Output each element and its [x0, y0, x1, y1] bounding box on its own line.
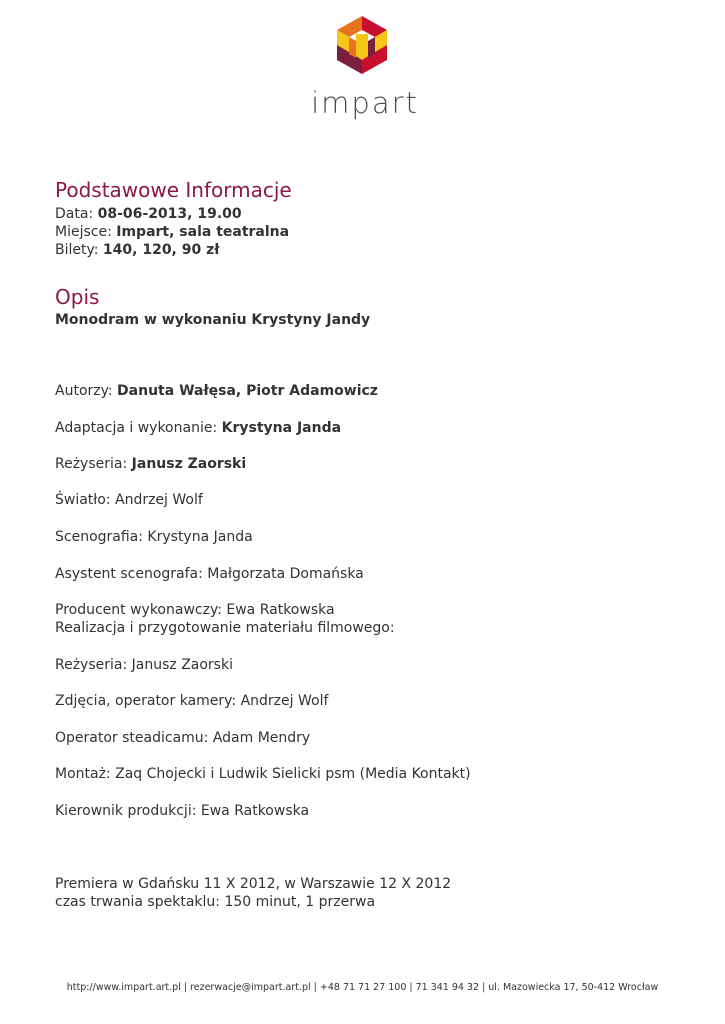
description-subtitle-text: Monodram w wykonaniu Krystyny Jandy: [55, 312, 371, 328]
description-subtitle: [55, 311, 370, 329]
footer-separator: |: [482, 982, 486, 993]
footer-phone-2: 71 341 94 32: [415, 982, 480, 993]
footer-separator: |: [409, 982, 413, 993]
footer-contact: [0, 982, 725, 993]
producer-line: Producent wykonawczy: Ewa Ratkowska: [55, 602, 335, 618]
impart-logo-wordmark: impart: [311, 86, 419, 120]
steadicam-line: Operator steadicamu: Adam Mendry: [55, 730, 311, 746]
basic-info-heading: Podstawowe Informacje: [55, 178, 292, 202]
light-line: Światło: Andrzej Wolf: [55, 492, 203, 508]
place-line: [55, 223, 289, 241]
footer-separator: |: [183, 982, 188, 993]
footer-email-link[interactable]: rezerwacje@impart.art.pl: [190, 982, 311, 993]
editing-line: Montaż: Zaq Chojecki i Ludwik Sielicki psm (Media Kontakt): [55, 766, 471, 782]
direction-line: [55, 455, 246, 473]
footer-separator: |: [313, 982, 317, 993]
authors-line: [55, 382, 378, 400]
production-manager-line: Kierownik produkcji: Ewa Ratkowska: [55, 803, 310, 819]
footer-website-link[interactable]: http://www.impart.art.pl: [66, 982, 181, 993]
description-heading: Opis: [55, 285, 100, 309]
tickets-line: [55, 241, 219, 259]
adaptation-value: Krystyna Janda: [221, 420, 342, 436]
authors-value: Danuta Wałęsa, Piotr Adamowicz: [117, 383, 378, 399]
footer-address: ul. Mazowiecka 17, 50-412 Wrocław: [488, 982, 659, 993]
premiere-line: Premiera w Gdańsku 11 X 2012, w Warszawie 12 X 2012: [55, 876, 452, 892]
authors-label: Autorzy:: [55, 383, 118, 399]
date-label: Data:: [55, 206, 98, 222]
tickets-label: Bilety:: [55, 242, 103, 258]
date-value: 08-06-2013, 19.00: [97, 206, 242, 222]
footer-phone-1: +48 71 71 27 100: [319, 982, 407, 993]
place-label: Miejsce:: [55, 224, 117, 240]
place-value: Impart, sala teatralna: [116, 224, 290, 240]
camera-line: Zdjęcia, operator kamery: Andrzej Wolf: [55, 693, 329, 709]
date-line: [55, 205, 242, 223]
scenography-line: Scenografia: Krystyna Janda: [55, 529, 253, 545]
impart-logo-icon: [332, 14, 392, 76]
tickets-value: 140, 120, 90 zł: [102, 242, 220, 258]
adaptation-label: Adaptacja i wykonanie:: [55, 420, 222, 436]
adaptation-line: [55, 419, 341, 437]
film-prep-line: Realizacja i przygotowanie materiału filmowego:: [55, 620, 395, 636]
direction-value: Janusz Zaorski: [131, 456, 247, 472]
film-direction-line: Reżyseria: Janusz Zaorski: [55, 657, 233, 673]
direction-label: Reżyseria:: [55, 456, 132, 472]
duration-line: czas trwania spektaklu: 150 minut, 1 przerwa: [55, 894, 376, 910]
impart-logo: [310, 14, 420, 118]
assistant-line: Asystent scenografa: Małgorzata Domańska: [55, 566, 364, 582]
